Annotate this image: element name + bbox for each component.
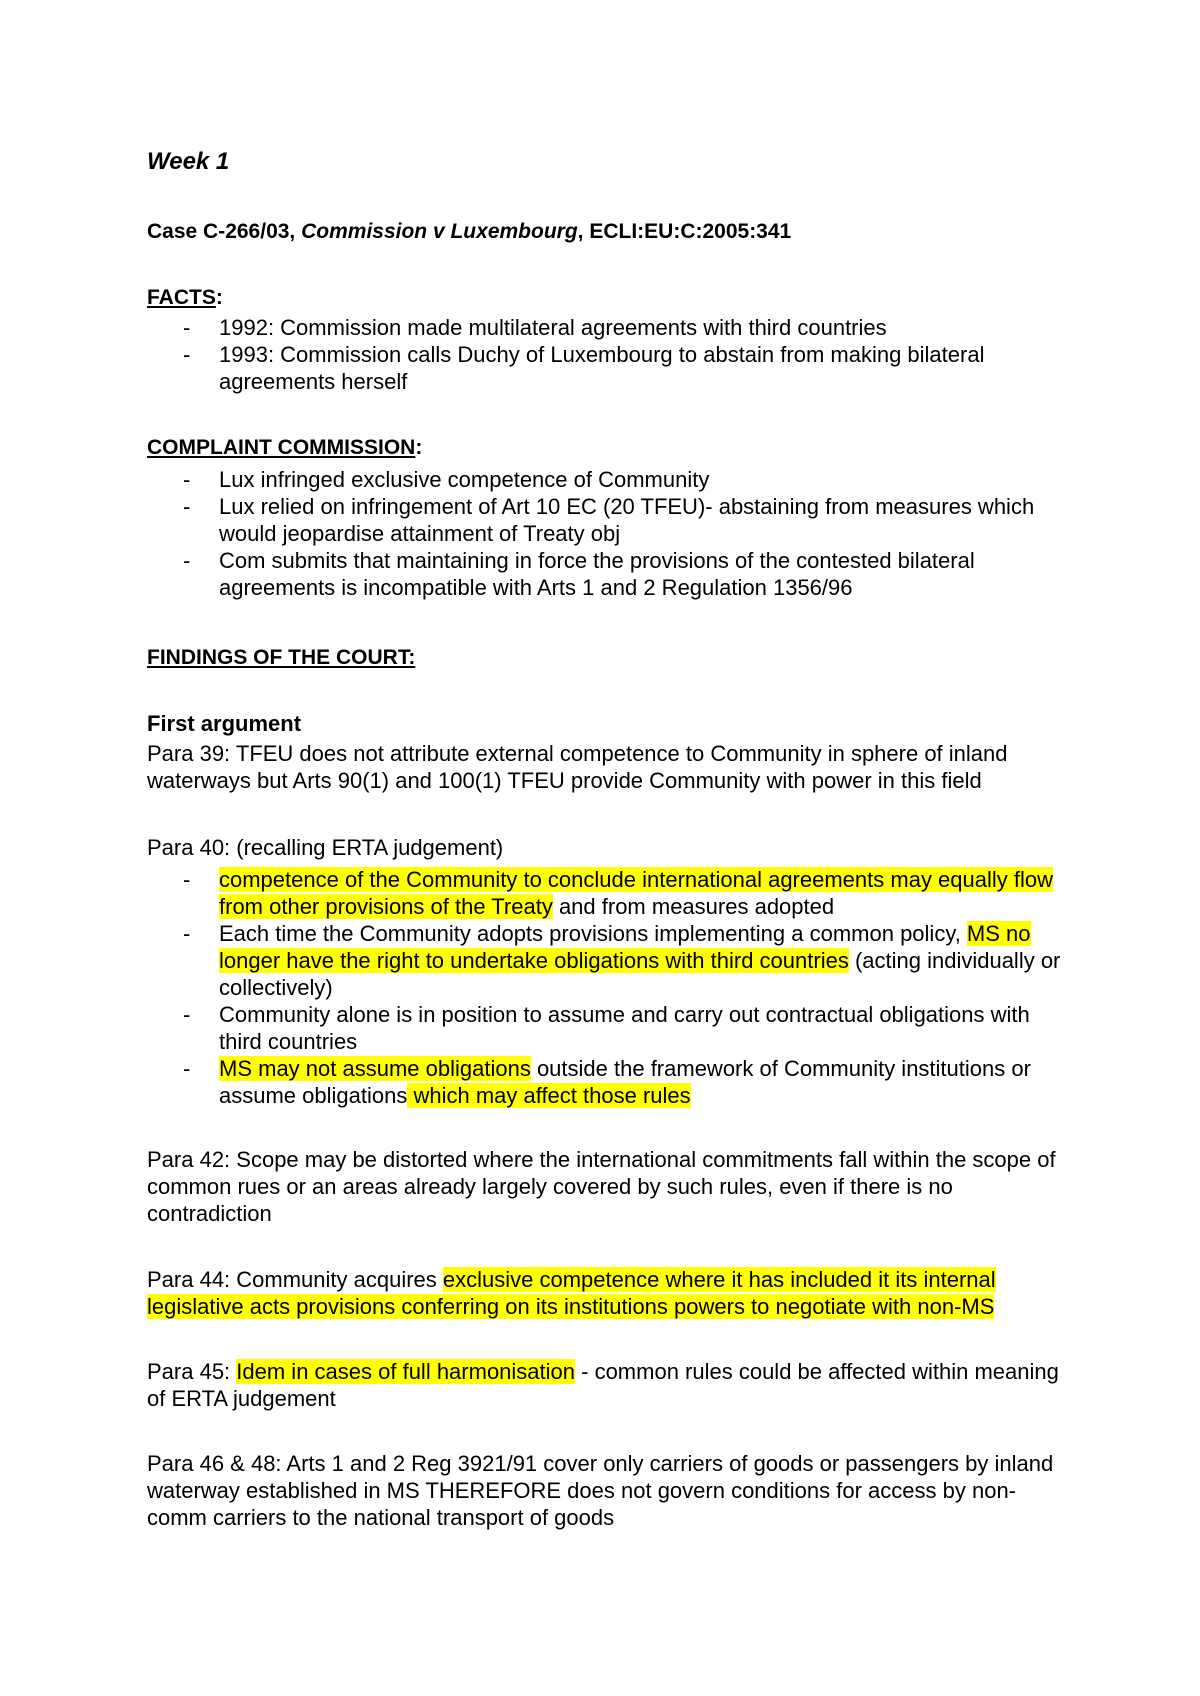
list-item: - Com submits that maintaining in force the provisions of the contested bilateral agreements is incompatible with Arts 1 and 2 Regulation 1356/96	[183, 548, 975, 600]
facts-list	[147, 314, 1067, 395]
complaint-list	[147, 466, 1067, 601]
list-item: - Community alone is in position to assume and carry out contractual obligations with third countries	[183, 1002, 1030, 1054]
para-45: Para 45: Idem in cases of full harmonisation - common rules could be affected within meaning of ERTA judgement	[147, 1359, 1059, 1411]
para-39: Para 39: TFEU does not attribute external competence to Community in sphere of inland waterways but Arts 90(1) and 100(1) TFEU provide Community with power in this field	[147, 741, 1008, 793]
highlight: Idem in cases of full harmonisation	[236, 1359, 576, 1384]
list-item: - competence of the Community to conclude international agreements may equally flow from other provisions of the Treaty and from measures adopted	[183, 867, 1054, 919]
case-title	[147, 218, 1067, 245]
list-item: - Lux infringed exclusive competence of Community	[183, 467, 710, 492]
complaint-heading: COMPLAINT COMMISSION:	[147, 436, 423, 459]
first-argument-heading: First argument	[147, 711, 302, 736]
case-name: Commission v Luxembourg	[301, 220, 578, 243]
facts-heading-text: FACTS	[147, 286, 216, 309]
page-title: Week 1	[147, 148, 230, 175]
highlight: which may affect those rules	[407, 1083, 691, 1108]
list-item: - Lux relied on infringement of Art 10 EC (20 TFEU)- abstaining from measures which would jeopardise attainment of Treaty obj	[183, 494, 1035, 546]
list-item: - MS may not assume obligations outside the framework of Community institutions or assume obligations which may affect those rules	[183, 1056, 1031, 1108]
list-item: - 1992: Commission made multilateral agreements with third countries	[183, 315, 887, 340]
case-suffix: , ECLI:EU:C:2005:341	[577, 220, 792, 243]
para-46-48: Para 46 & 48: Arts 1 and 2 Reg 3921/91 cover only carriers of goods or passengers by inland waterway established in MS THEREFORE does not govern conditions for access by non-comm carriers to the national transport of goods	[147, 1451, 1054, 1530]
highlight: competence of the Community to conclude international agreements may equally flow from other provisions of the Treaty	[219, 867, 1054, 919]
highlight: exclusive competence where it has included it its internal legislative acts provisions conferring on its institutions powers to negotiate with non-MS	[147, 1267, 996, 1319]
para-44: Para 44: Community acquires exclusive competence where it has included it its internal legislative acts provisions conferring on its institutions powers to negotiate with non-MS	[147, 1267, 996, 1319]
para-42: Para 42: Scope may be distorted where the international commitments fall within the scope of common rues or an areas already largely covered by such rules, even if there is no contradiction	[147, 1147, 1056, 1226]
highlight: MS may not assume obligations	[219, 1056, 531, 1081]
facts-heading: FACTS:	[147, 286, 223, 309]
complaint-heading-text: COMPLAINT COMMISSION	[147, 436, 416, 459]
para-40-list	[147, 866, 1067, 1109]
case-prefix: Case C-266/03,	[147, 220, 302, 243]
list-item: - 1993: Commission calls Duchy of Luxembourg to abstain from making bilateral agreements herself	[183, 342, 985, 394]
findings-heading: FINDINGS OF THE COURT:	[147, 646, 416, 669]
para-40-intro: Para 40: (recalling ERTA judgement)	[147, 835, 504, 860]
highlight: MS no longer have the right to undertake obligations with third countries	[219, 921, 1031, 973]
list-item: - Each time the Community adopts provisions implementing a common policy, MS no longer have the right to undertake obligations with third countries (acting individually or collectively)	[183, 921, 1061, 1000]
